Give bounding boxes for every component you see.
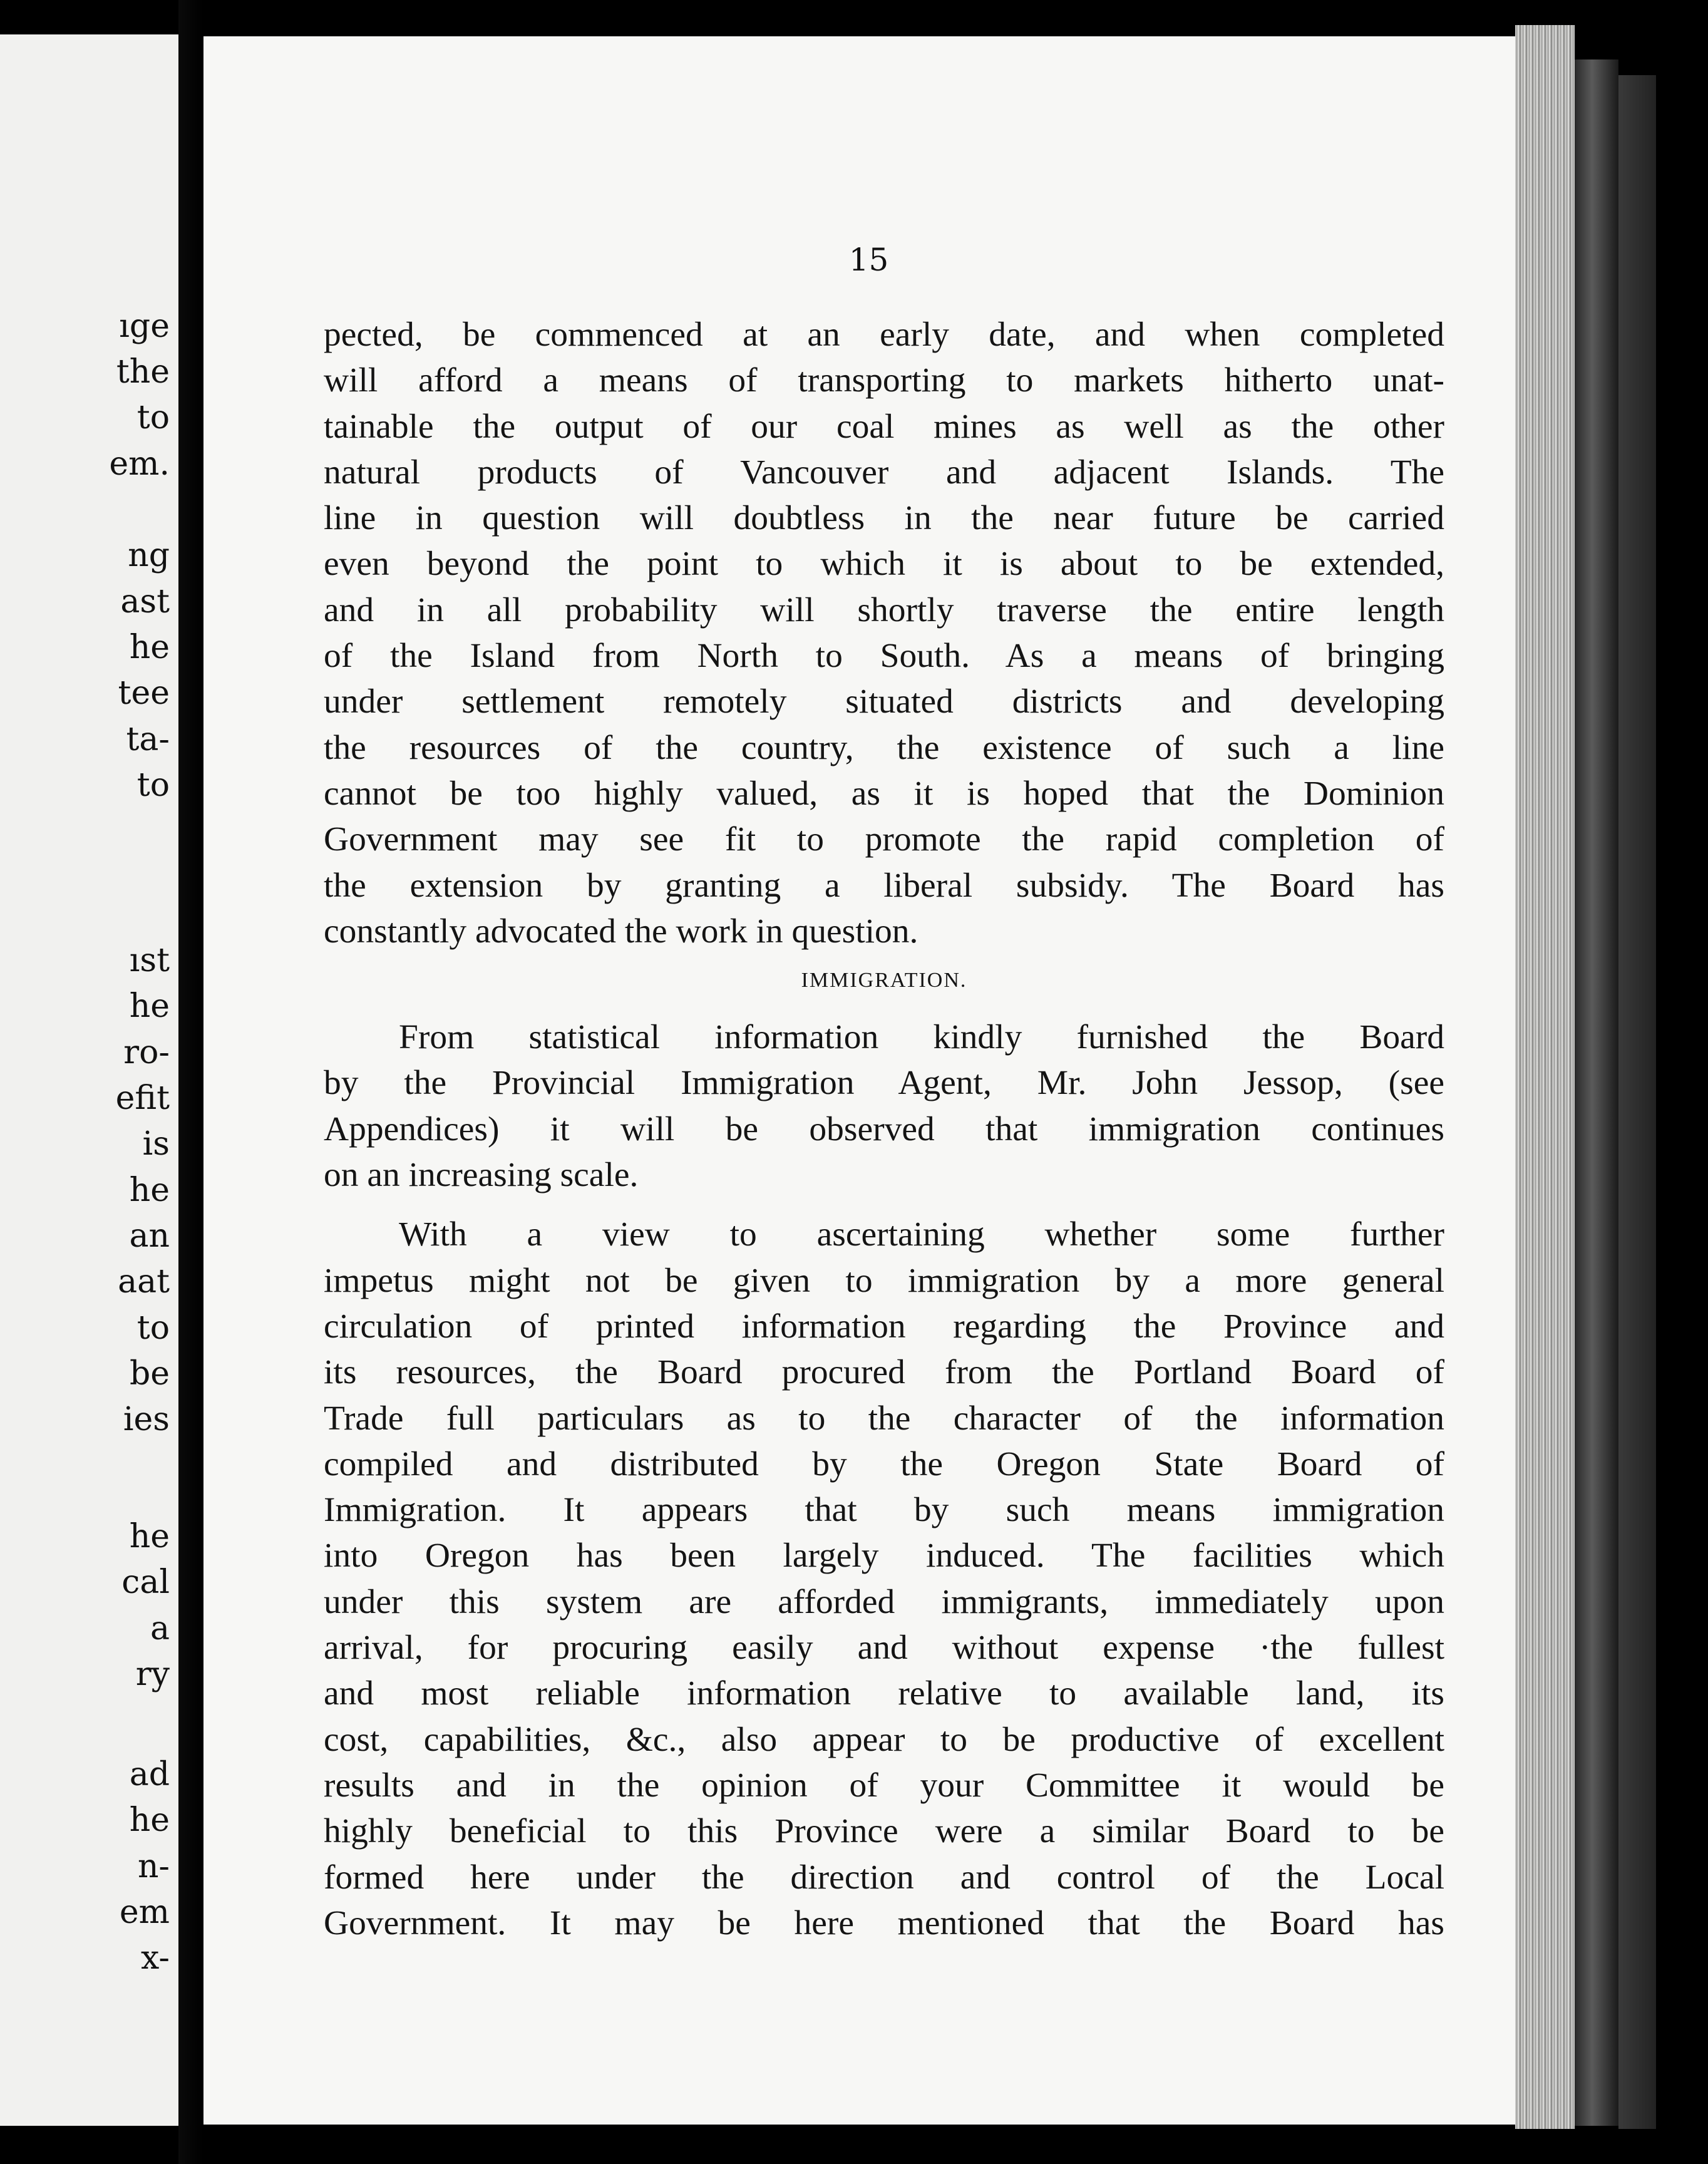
text-line: under settlement remotely situated districts and developing — [324, 683, 1444, 721]
facing-page-text: is — [142, 1125, 170, 1163]
facing-page-text: to — [136, 1309, 170, 1347]
text-line: constantly advocated the work in question. — [324, 912, 918, 951]
text-line: With a view to ascertaining whether some further — [399, 1215, 1444, 1254]
text-line: the resources of the country, the existence of such a line — [324, 728, 1444, 767]
paragraph-oregon-board — [324, 1212, 1444, 1946]
facing-page-text: he — [129, 629, 170, 666]
text-line: pected, be commenced at an early date, and when completed — [324, 316, 1444, 354]
paragraph-gap — [324, 1198, 1444, 1212]
text-line: Government may see fit to promote the rapid completion of — [324, 820, 1444, 859]
facing-page-text: to — [136, 399, 170, 436]
page-body — [324, 312, 1444, 1946]
paragraph-railway — [324, 312, 1444, 954]
text-line: will afford a means of transporting to markets hitherto unat- — [324, 361, 1444, 400]
facing-page-text: aat — [118, 1263, 170, 1301]
facing-page-text: be — [129, 1355, 170, 1393]
text-line: Trade full particulars as to the character of the information — [324, 1399, 1444, 1438]
text-line: and most reliable information relative to available land, its — [324, 1674, 1444, 1713]
text-line: arrival, for procuring easily and without expense ·the fullest — [324, 1629, 1444, 1667]
page-number: 15 — [848, 242, 889, 278]
text-line: on an increasing scale. — [324, 1156, 639, 1195]
facing-page-text: ies — [123, 1401, 170, 1438]
facing-page-text: ng — [128, 537, 170, 574]
facing-page-text: ad — [129, 1756, 170, 1793]
facing-page-text: he — [129, 987, 170, 1025]
facing-page-text: to — [136, 766, 170, 804]
book-cover-edge — [1575, 59, 1618, 2126]
facing-page-text: ta- — [126, 721, 170, 758]
text-line: compiled and distributed by the Oregon State Board of — [324, 1445, 1444, 1483]
text-line: tainable the output of our coal mines as well as the other — [324, 407, 1444, 446]
text-line: of the Island from North to South. As a means of bringing — [324, 637, 1444, 676]
facing-page-text: an — [129, 1217, 170, 1255]
text-line: cannot be too highly valued, as it is hoped that the Dominion — [324, 774, 1444, 813]
page-edges — [1515, 25, 1575, 2129]
text-line: circulation of printed information regarding the Province and — [324, 1307, 1444, 1346]
facing-page-text: em — [119, 1894, 170, 1931]
text-line: impetus might not be given to immigration by a more general — [324, 1261, 1444, 1300]
text-line: by the Provincial Immigration Agent, Mr. John Jessop, (see — [324, 1064, 1444, 1103]
facing-page-text: x- — [141, 1939, 170, 1977]
facing-page-text: n- — [137, 1848, 170, 1885]
facing-page-text: ro- — [123, 1034, 170, 1071]
text-line: under this system are afforded immigrants, immediately upon — [324, 1582, 1444, 1621]
book-gutter — [178, 0, 203, 2164]
text-line: From statistical information kindly furnished the Board — [399, 1018, 1444, 1057]
text-line: natural products of Vancouver and adjacent Islands. The — [324, 453, 1444, 492]
facing-page-fragment — [0, 34, 178, 2126]
text-line: into Oregon has been largely induced. The facilities which — [324, 1537, 1444, 1575]
text-line: and in all probability will shortly traverse the entire length — [324, 590, 1444, 629]
facing-page-text: a — [150, 1610, 170, 1647]
text-line: Immigration. It appears that by such means immigration — [324, 1491, 1444, 1530]
text-line: its resources, the Board procured from the Portland Board of — [324, 1353, 1444, 1392]
text-line: Appendices) it will be observed that immigration continues — [324, 1110, 1444, 1148]
facing-page-text: the — [116, 353, 170, 391]
book-page — [203, 36, 1534, 2125]
text-line: highly beneficial to this Province were a similar Board to be — [324, 1812, 1444, 1851]
text-line: the extension by granting a liberal subsidy. The Board has — [324, 866, 1444, 905]
text-line: results and in the opinion of your Committee it would be — [324, 1766, 1444, 1805]
facing-page-text: ıge — [119, 307, 170, 345]
facing-page-text: ıst — [129, 942, 170, 979]
facing-page-text: he — [129, 1801, 170, 1839]
section-heading: IMMIGRATION. — [801, 969, 967, 992]
facing-page-text: tee — [118, 674, 170, 712]
facing-page-text: ast — [120, 583, 170, 621]
facing-page-text: em. — [109, 445, 170, 483]
facing-page-text: he — [129, 1518, 170, 1555]
facing-page-text: ry — [135, 1656, 170, 1693]
text-line: cost, capabilities, &c., also appear to be productive of excellent — [324, 1720, 1444, 1759]
text-line: formed here under the direction and control of the Local — [324, 1858, 1444, 1897]
book-cover-back — [1618, 75, 1656, 2129]
facing-page-text: efit — [115, 1079, 170, 1117]
text-line: Government. It may be here mentioned that the Board has — [324, 1904, 1444, 1942]
text-line: even beyond the point to which it is about to be extended, — [324, 545, 1444, 584]
facing-page-text: cal — [121, 1564, 170, 1601]
facing-page-text: he — [129, 1172, 170, 1209]
text-line: line in question will doubtless in the near future be carried — [324, 499, 1444, 538]
paragraph-statistics — [324, 1014, 1444, 1198]
